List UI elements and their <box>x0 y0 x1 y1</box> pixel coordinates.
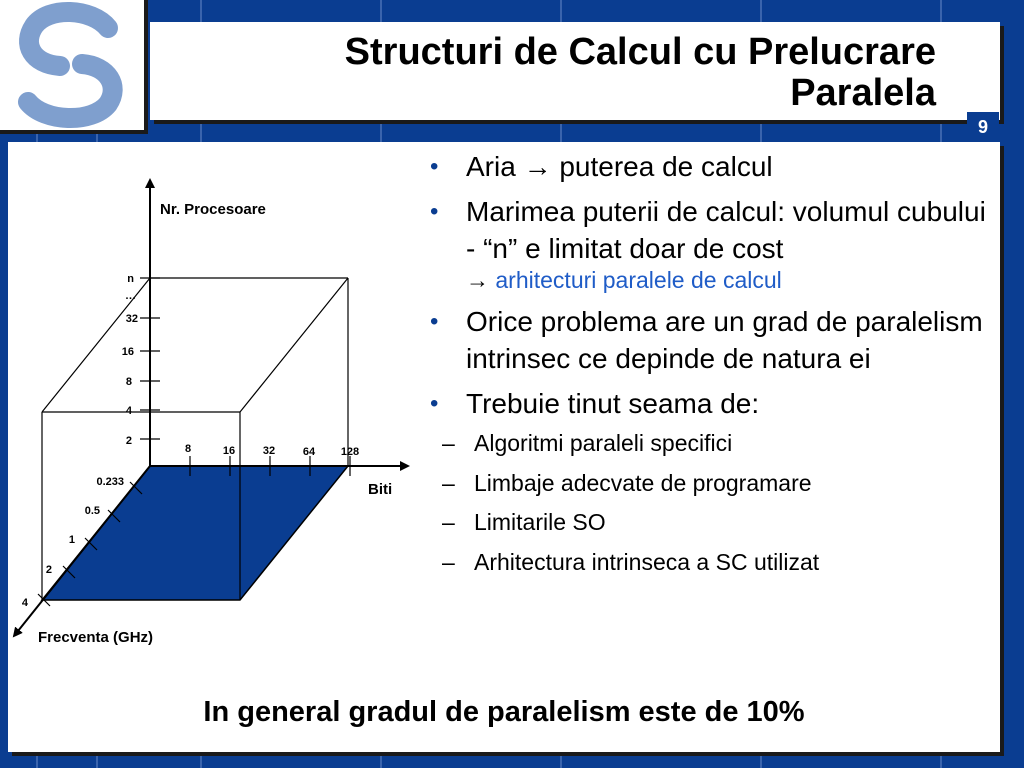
title-panel <box>150 22 1000 120</box>
z-tick-label: 0.233 <box>96 476 124 488</box>
sub-bullet-dash: – <box>442 430 455 456</box>
x-axis-label: Biti <box>368 481 393 498</box>
content-panel <box>8 142 1000 752</box>
z-tick-label: 4 <box>21 597 28 609</box>
sub-bullet-item <box>428 543 998 583</box>
bullet-list <box>428 148 998 582</box>
x-tick-label: 8 <box>184 443 192 455</box>
sub-bullet-item <box>428 424 998 464</box>
sub-bullet-text: Limbaje adecvate de programare <box>474 469 812 496</box>
y-tick-label: 4 <box>125 405 132 417</box>
parallel-architectures-link[interactable]: arhitecturi paralele de calcul <box>495 267 782 293</box>
y-tick-label: … <box>125 290 136 302</box>
z-tick-label: 1 <box>68 534 75 546</box>
s-link-logo-icon <box>0 0 144 130</box>
bullet-arrow-line <box>466 265 998 295</box>
y-tick-label: 2 <box>125 435 132 447</box>
bullet-item <box>428 148 998 185</box>
sub-bullet-text: Algoritmi paraleli specifici <box>474 430 733 456</box>
sub-bullet-item <box>428 503 998 543</box>
bullet-dot: • <box>430 198 439 225</box>
bullet-text: Orice problema are un grad de paralelism intrinsec ce depinde de natura ei <box>466 306 983 374</box>
footer-statement: In general gradul de paralelism este de 10% <box>203 696 805 728</box>
sub-bullet-text: Arhitectura intrinseca a SC utilizat <box>474 548 820 575</box>
bullet-dot: • <box>430 308 439 335</box>
x-tick-label: 32 <box>262 445 276 457</box>
slide-title-line-1: Structuri de Calcul cu Prelucrare <box>344 31 936 73</box>
x-tick-label: 16 <box>222 445 236 457</box>
y-tick-label: 16 <box>121 346 134 358</box>
x-tick-label: 128 <box>340 446 360 458</box>
bullet-text: Marimea puterii de calcul: volumul cubului - “n” e limitat doar de cost <box>466 196 986 264</box>
z-axis-label: Frecventa (GHz) <box>38 629 154 646</box>
cube-base-face <box>42 466 348 600</box>
x-tick-label: 64 <box>302 446 316 458</box>
logo-panel <box>0 0 148 134</box>
parallel-cube-diagram <box>8 142 428 662</box>
arrow-glyph: → <box>466 267 489 293</box>
sub-bullet-dash: – <box>442 509 455 535</box>
y-tick-label: n <box>127 273 134 285</box>
sub-bullet-text: Limitarile SO <box>474 509 606 535</box>
bullet-dot: • <box>430 390 439 417</box>
z-tick-label: 0.5 <box>84 505 100 517</box>
sub-bullet-dash: – <box>442 548 455 575</box>
bullet-text: Trebuie tinut seama de: <box>466 388 760 419</box>
y-tick-label: 32 <box>125 313 138 325</box>
bullet-text: Aria → puterea de calcul <box>466 151 773 182</box>
bullet-item <box>428 303 998 377</box>
sub-bullet-item <box>428 464 998 504</box>
y-tick-label: 8 <box>125 376 132 388</box>
y-axis-label: Nr. Procesoare <box>160 201 266 218</box>
slide-title-line-2: Paralela <box>790 72 936 114</box>
bullet-item <box>428 385 998 422</box>
bullet-dot: • <box>430 153 439 180</box>
page-number: 9 <box>967 112 999 142</box>
slide-title <box>176 32 936 114</box>
sub-bullet-dash: – <box>442 469 455 496</box>
z-tick-label: 2 <box>45 564 52 576</box>
bullet-item <box>428 193 998 295</box>
